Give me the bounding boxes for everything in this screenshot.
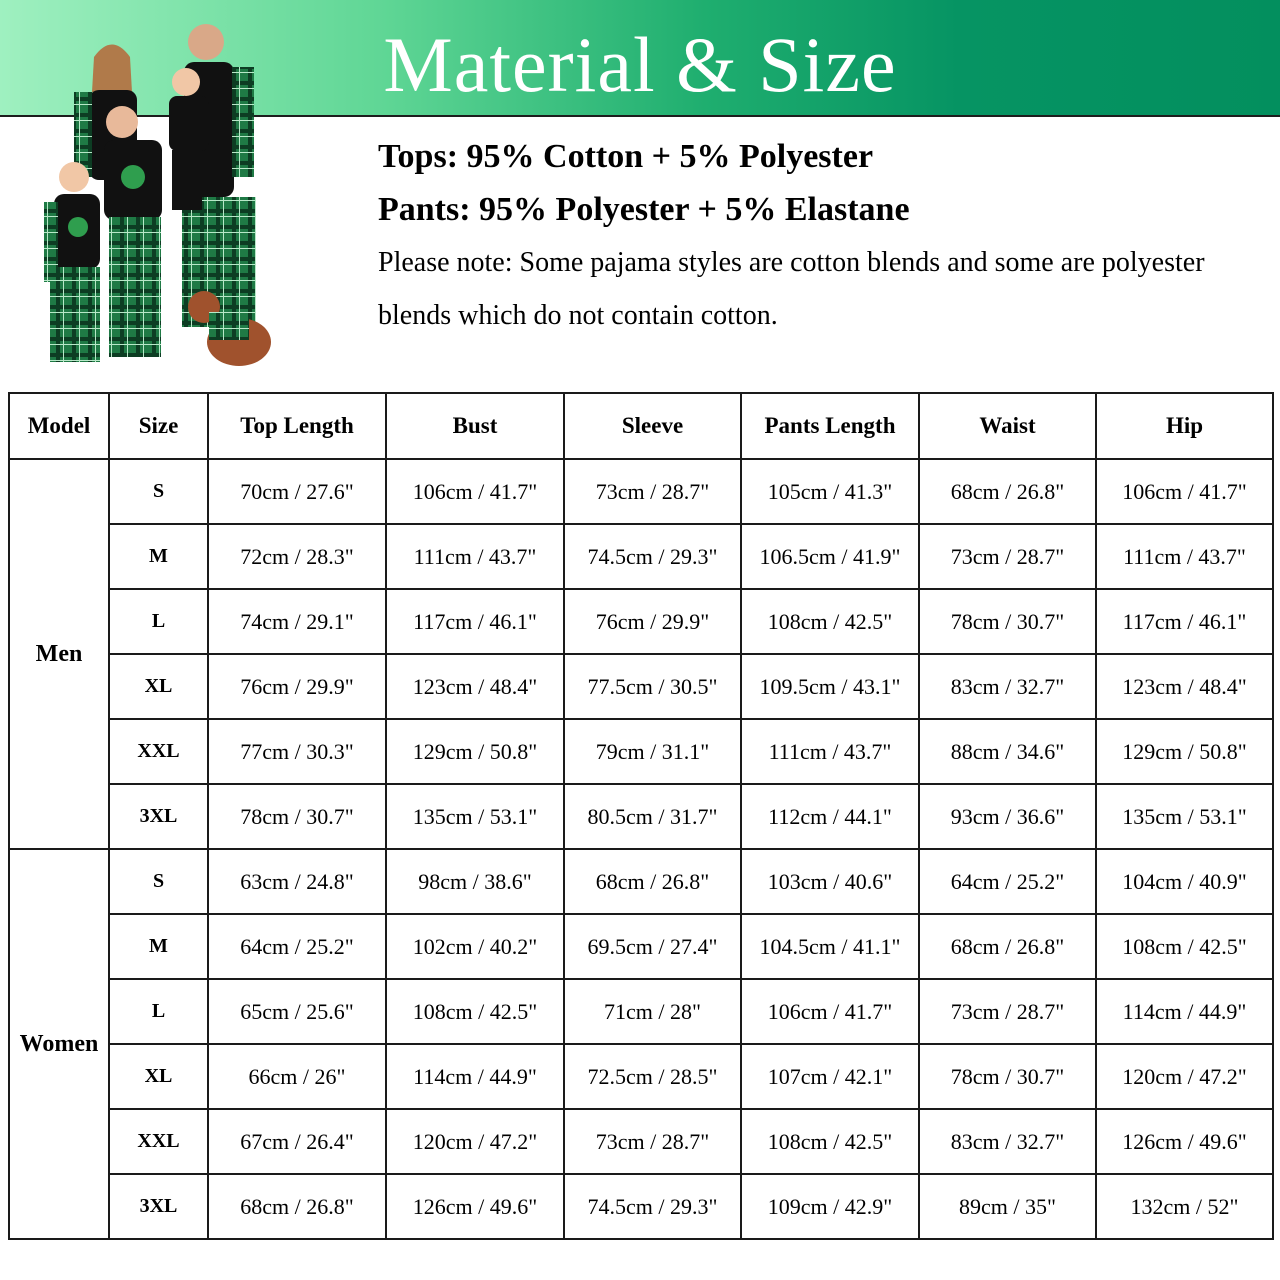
measurement-cell: 135cm / 53.1" xyxy=(386,784,564,849)
family-pajama-photo xyxy=(34,12,284,377)
page-title: Material & Size xyxy=(383,21,897,108)
person-girl xyxy=(59,162,89,192)
table-row xyxy=(9,589,1273,654)
table-row xyxy=(9,524,1273,589)
measurement-cell: 83cm / 32.7" xyxy=(919,1109,1096,1174)
header-size: Size xyxy=(109,393,208,459)
measurement-cell: 108cm / 42.5" xyxy=(1096,914,1273,979)
table-row xyxy=(9,784,1273,849)
measurement-cell: 63cm / 24.8" xyxy=(208,849,386,914)
measurement-cell: 105cm / 41.3" xyxy=(741,459,919,524)
table-row xyxy=(9,1109,1273,1174)
measurement-cell: 69.5cm / 27.4" xyxy=(564,914,741,979)
measurement-cell: 73cm / 28.7" xyxy=(919,979,1096,1044)
measurement-cell: 126cm / 49.6" xyxy=(386,1174,564,1239)
measurement-cell: 68cm / 26.8" xyxy=(208,1174,386,1239)
measurement-cell: 104.5cm / 41.1" xyxy=(741,914,919,979)
measurement-cell: 67cm / 26.4" xyxy=(208,1109,386,1174)
measurement-cell: 123cm / 48.4" xyxy=(1096,654,1273,719)
measurement-cell: 126cm / 49.6" xyxy=(1096,1109,1273,1174)
size-cell: L xyxy=(109,979,208,1044)
material-info xyxy=(378,130,1258,342)
measurement-cell: 117cm / 46.1" xyxy=(1096,589,1273,654)
measurement-cell: 120cm / 47.2" xyxy=(1096,1044,1273,1109)
table-row xyxy=(9,914,1273,979)
measurement-cell: 98cm / 38.6" xyxy=(386,849,564,914)
measurement-cell: 111cm / 43.7" xyxy=(386,524,564,589)
measurement-cell: 72.5cm / 28.5" xyxy=(564,1044,741,1109)
size-cell: M xyxy=(109,914,208,979)
measurement-cell: 106cm / 41.7" xyxy=(1096,459,1273,524)
size-chart-table xyxy=(8,392,1274,1240)
measurement-cell: 65cm / 25.6" xyxy=(208,979,386,1044)
table-row xyxy=(9,849,1273,914)
measurement-cell: 117cm / 46.1" xyxy=(386,589,564,654)
table-body xyxy=(9,459,1273,1239)
table-row xyxy=(9,654,1273,719)
measurement-cell: 103cm / 40.6" xyxy=(741,849,919,914)
measurement-cell: 64cm / 25.2" xyxy=(919,849,1096,914)
measurement-cell: 74cm / 29.1" xyxy=(208,589,386,654)
table-row xyxy=(9,459,1273,524)
measurement-cell: 109cm / 42.9" xyxy=(741,1174,919,1239)
measurement-cell: 106.5cm / 41.9" xyxy=(741,524,919,589)
measurement-cell: 114cm / 44.9" xyxy=(1096,979,1273,1044)
measurement-cell: 129cm / 50.8" xyxy=(386,719,564,784)
measurement-cell: 108cm / 42.5" xyxy=(741,589,919,654)
header-model: Model xyxy=(9,393,109,459)
table-row xyxy=(9,719,1273,784)
size-cell: XXL xyxy=(109,1109,208,1174)
model-cell: Men xyxy=(9,459,109,849)
table-row xyxy=(9,1044,1273,1109)
measurement-cell: 78cm / 30.7" xyxy=(208,784,386,849)
measurement-cell: 88cm / 34.6" xyxy=(919,719,1096,784)
table-row xyxy=(9,979,1273,1044)
measurement-cell: 68cm / 26.8" xyxy=(919,914,1096,979)
table-header-row xyxy=(9,393,1273,459)
header-top-length: Top Length xyxy=(208,393,386,459)
measurement-cell: 106cm / 41.7" xyxy=(741,979,919,1044)
size-cell: S xyxy=(109,459,208,524)
measurement-cell: 78cm / 30.7" xyxy=(919,1044,1096,1109)
measurement-cell: 73cm / 28.7" xyxy=(564,1109,741,1174)
size-cell: 3XL xyxy=(109,1174,208,1239)
measurement-cell: 135cm / 53.1" xyxy=(1096,784,1273,849)
person-toddler xyxy=(172,68,200,96)
model-cell: Women xyxy=(9,849,109,1239)
measurement-cell: 77cm / 30.3" xyxy=(208,719,386,784)
measurement-cell: 107cm / 42.1" xyxy=(741,1044,919,1109)
measurement-cell: 71cm / 28" xyxy=(564,979,741,1044)
size-cell: L xyxy=(109,589,208,654)
header-hip: Hip xyxy=(1096,393,1273,459)
header-pants-length: Pants Length xyxy=(741,393,919,459)
measurement-cell: 132cm / 52" xyxy=(1096,1174,1273,1239)
measurement-cell: 83cm / 32.7" xyxy=(919,654,1096,719)
size-cell: XXL xyxy=(109,719,208,784)
measurement-cell: 76cm / 29.9" xyxy=(208,654,386,719)
measurement-cell: 108cm / 42.5" xyxy=(741,1109,919,1174)
person-father xyxy=(188,24,224,60)
measurement-cell: 79cm / 31.1" xyxy=(564,719,741,784)
measurement-cell: 80.5cm / 31.7" xyxy=(564,784,741,849)
measurement-cell: 111cm / 43.7" xyxy=(1096,524,1273,589)
measurement-cell: 89cm / 35" xyxy=(919,1174,1096,1239)
measurement-cell: 102cm / 40.2" xyxy=(386,914,564,979)
size-cell: S xyxy=(109,849,208,914)
measurement-cell: 111cm / 43.7" xyxy=(741,719,919,784)
measurement-cell: 114cm / 44.9" xyxy=(386,1044,564,1109)
measurement-cell: 106cm / 41.7" xyxy=(386,459,564,524)
measurement-cell: 93cm / 36.6" xyxy=(919,784,1096,849)
measurement-cell: 112cm / 44.1" xyxy=(741,784,919,849)
measurement-cell: 74.5cm / 29.3" xyxy=(564,524,741,589)
measurement-cell: 120cm / 47.2" xyxy=(386,1109,564,1174)
measurement-cell: 109.5cm / 43.1" xyxy=(741,654,919,719)
measurement-cell: 104cm / 40.9" xyxy=(1096,849,1273,914)
measurement-cell: 66cm / 26" xyxy=(208,1044,386,1109)
measurement-cell: 68cm / 26.8" xyxy=(564,849,741,914)
measurement-cell: 72cm / 28.3" xyxy=(208,524,386,589)
measurement-cell: 64cm / 25.2" xyxy=(208,914,386,979)
pants-material: Pants: 95% Polyester + 5% Elastane xyxy=(378,191,910,228)
measurement-cell: 74.5cm / 29.3" xyxy=(564,1174,741,1239)
measurement-cell: 123cm / 48.4" xyxy=(386,654,564,719)
size-cell: XL xyxy=(109,1044,208,1109)
header-sleeve: Sleeve xyxy=(564,393,741,459)
size-cell: 3XL xyxy=(109,784,208,849)
measurement-cell: 129cm / 50.8" xyxy=(1096,719,1273,784)
header-bust: Bust xyxy=(386,393,564,459)
table-row xyxy=(9,1174,1273,1239)
measurement-cell: 73cm / 28.7" xyxy=(564,459,741,524)
measurement-cell: 73cm / 28.7" xyxy=(919,524,1096,589)
person-boy xyxy=(106,106,138,138)
measurement-cell: 108cm / 42.5" xyxy=(386,979,564,1044)
tops-material: Tops: 95% Cotton + 5% Polyester xyxy=(378,138,874,175)
size-cell: M xyxy=(109,524,208,589)
measurement-cell: 77.5cm / 30.5" xyxy=(564,654,741,719)
measurement-cell: 76cm / 29.9" xyxy=(564,589,741,654)
material-note: Please note: Some pajama styles are cotton blends and some are polyester blends which do not contain cotton. xyxy=(378,247,1205,331)
header-waist: Waist xyxy=(919,393,1096,459)
measurement-cell: 68cm / 26.8" xyxy=(919,459,1096,524)
measurement-cell: 70cm / 27.6" xyxy=(208,459,386,524)
size-cell: XL xyxy=(109,654,208,719)
measurement-cell: 78cm / 30.7" xyxy=(919,589,1096,654)
